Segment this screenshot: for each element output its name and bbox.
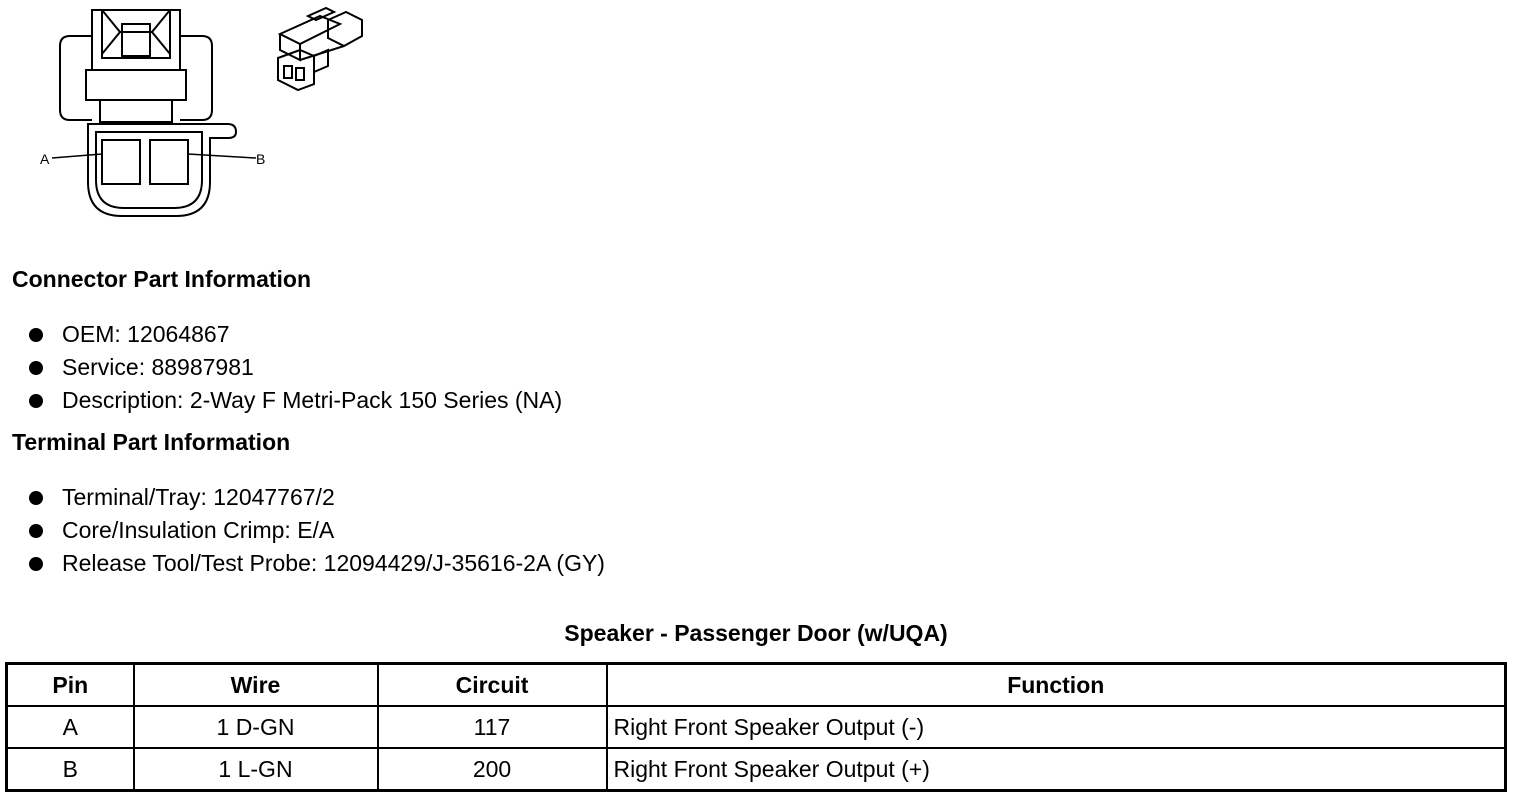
header-circuit: Circuit — [378, 664, 607, 707]
header-wire: Wire — [134, 664, 378, 707]
terminal-info-title: Terminal Part Information — [12, 429, 291, 455]
list-item: Terminal/Tray: 12047767/2 — [26, 481, 605, 514]
cell-pin: A — [7, 706, 134, 748]
cavity-b — [150, 140, 188, 184]
table-row — [7, 706, 1506, 748]
cell-circuit: 117 — [378, 706, 607, 748]
list-item: Description: 2-Way F Metri-Pack 150 Series (NA) — [26, 384, 562, 417]
terminal-info-list — [26, 481, 605, 580]
cell-wire: 1 D-GN — [134, 706, 378, 748]
list-item: OEM: 12064867 — [26, 318, 562, 351]
table-row — [7, 748, 1506, 791]
header-pin: Pin — [7, 664, 134, 707]
pin-label-a: A — [40, 151, 50, 167]
pin-table-title: Speaker - Passenger Door (w/UQA) — [564, 620, 948, 646]
pin-label-b: B — [256, 151, 266, 167]
cavity-a — [102, 140, 140, 184]
header-function: Function — [607, 664, 1506, 707]
list-item: Service: 88987981 — [26, 351, 562, 384]
cell-function: Right Front Speaker Output (-) — [607, 706, 1506, 748]
connector-info-list — [26, 318, 562, 417]
list-item: Core/Insulation Crimp: E/A — [26, 514, 605, 547]
cell-pin: B — [7, 748, 134, 791]
connector-body-outline — [88, 124, 236, 216]
connector-info-title: Connector Part Information — [12, 266, 312, 292]
connector-face-diagram — [30, 2, 266, 220]
cell-circuit: 200 — [378, 748, 607, 791]
table-header-row — [7, 664, 1506, 707]
list-item: Release Tool/Test Probe: 12094429/J-35616-2A (GY) — [26, 547, 605, 580]
connector-3d-icon — [268, 6, 368, 96]
connector-latch-outline — [60, 36, 92, 120]
cell-wire: 1 L-GN — [134, 748, 378, 791]
pin-table — [5, 662, 1507, 792]
cell-function: Right Front Speaker Output (+) — [607, 748, 1506, 791]
